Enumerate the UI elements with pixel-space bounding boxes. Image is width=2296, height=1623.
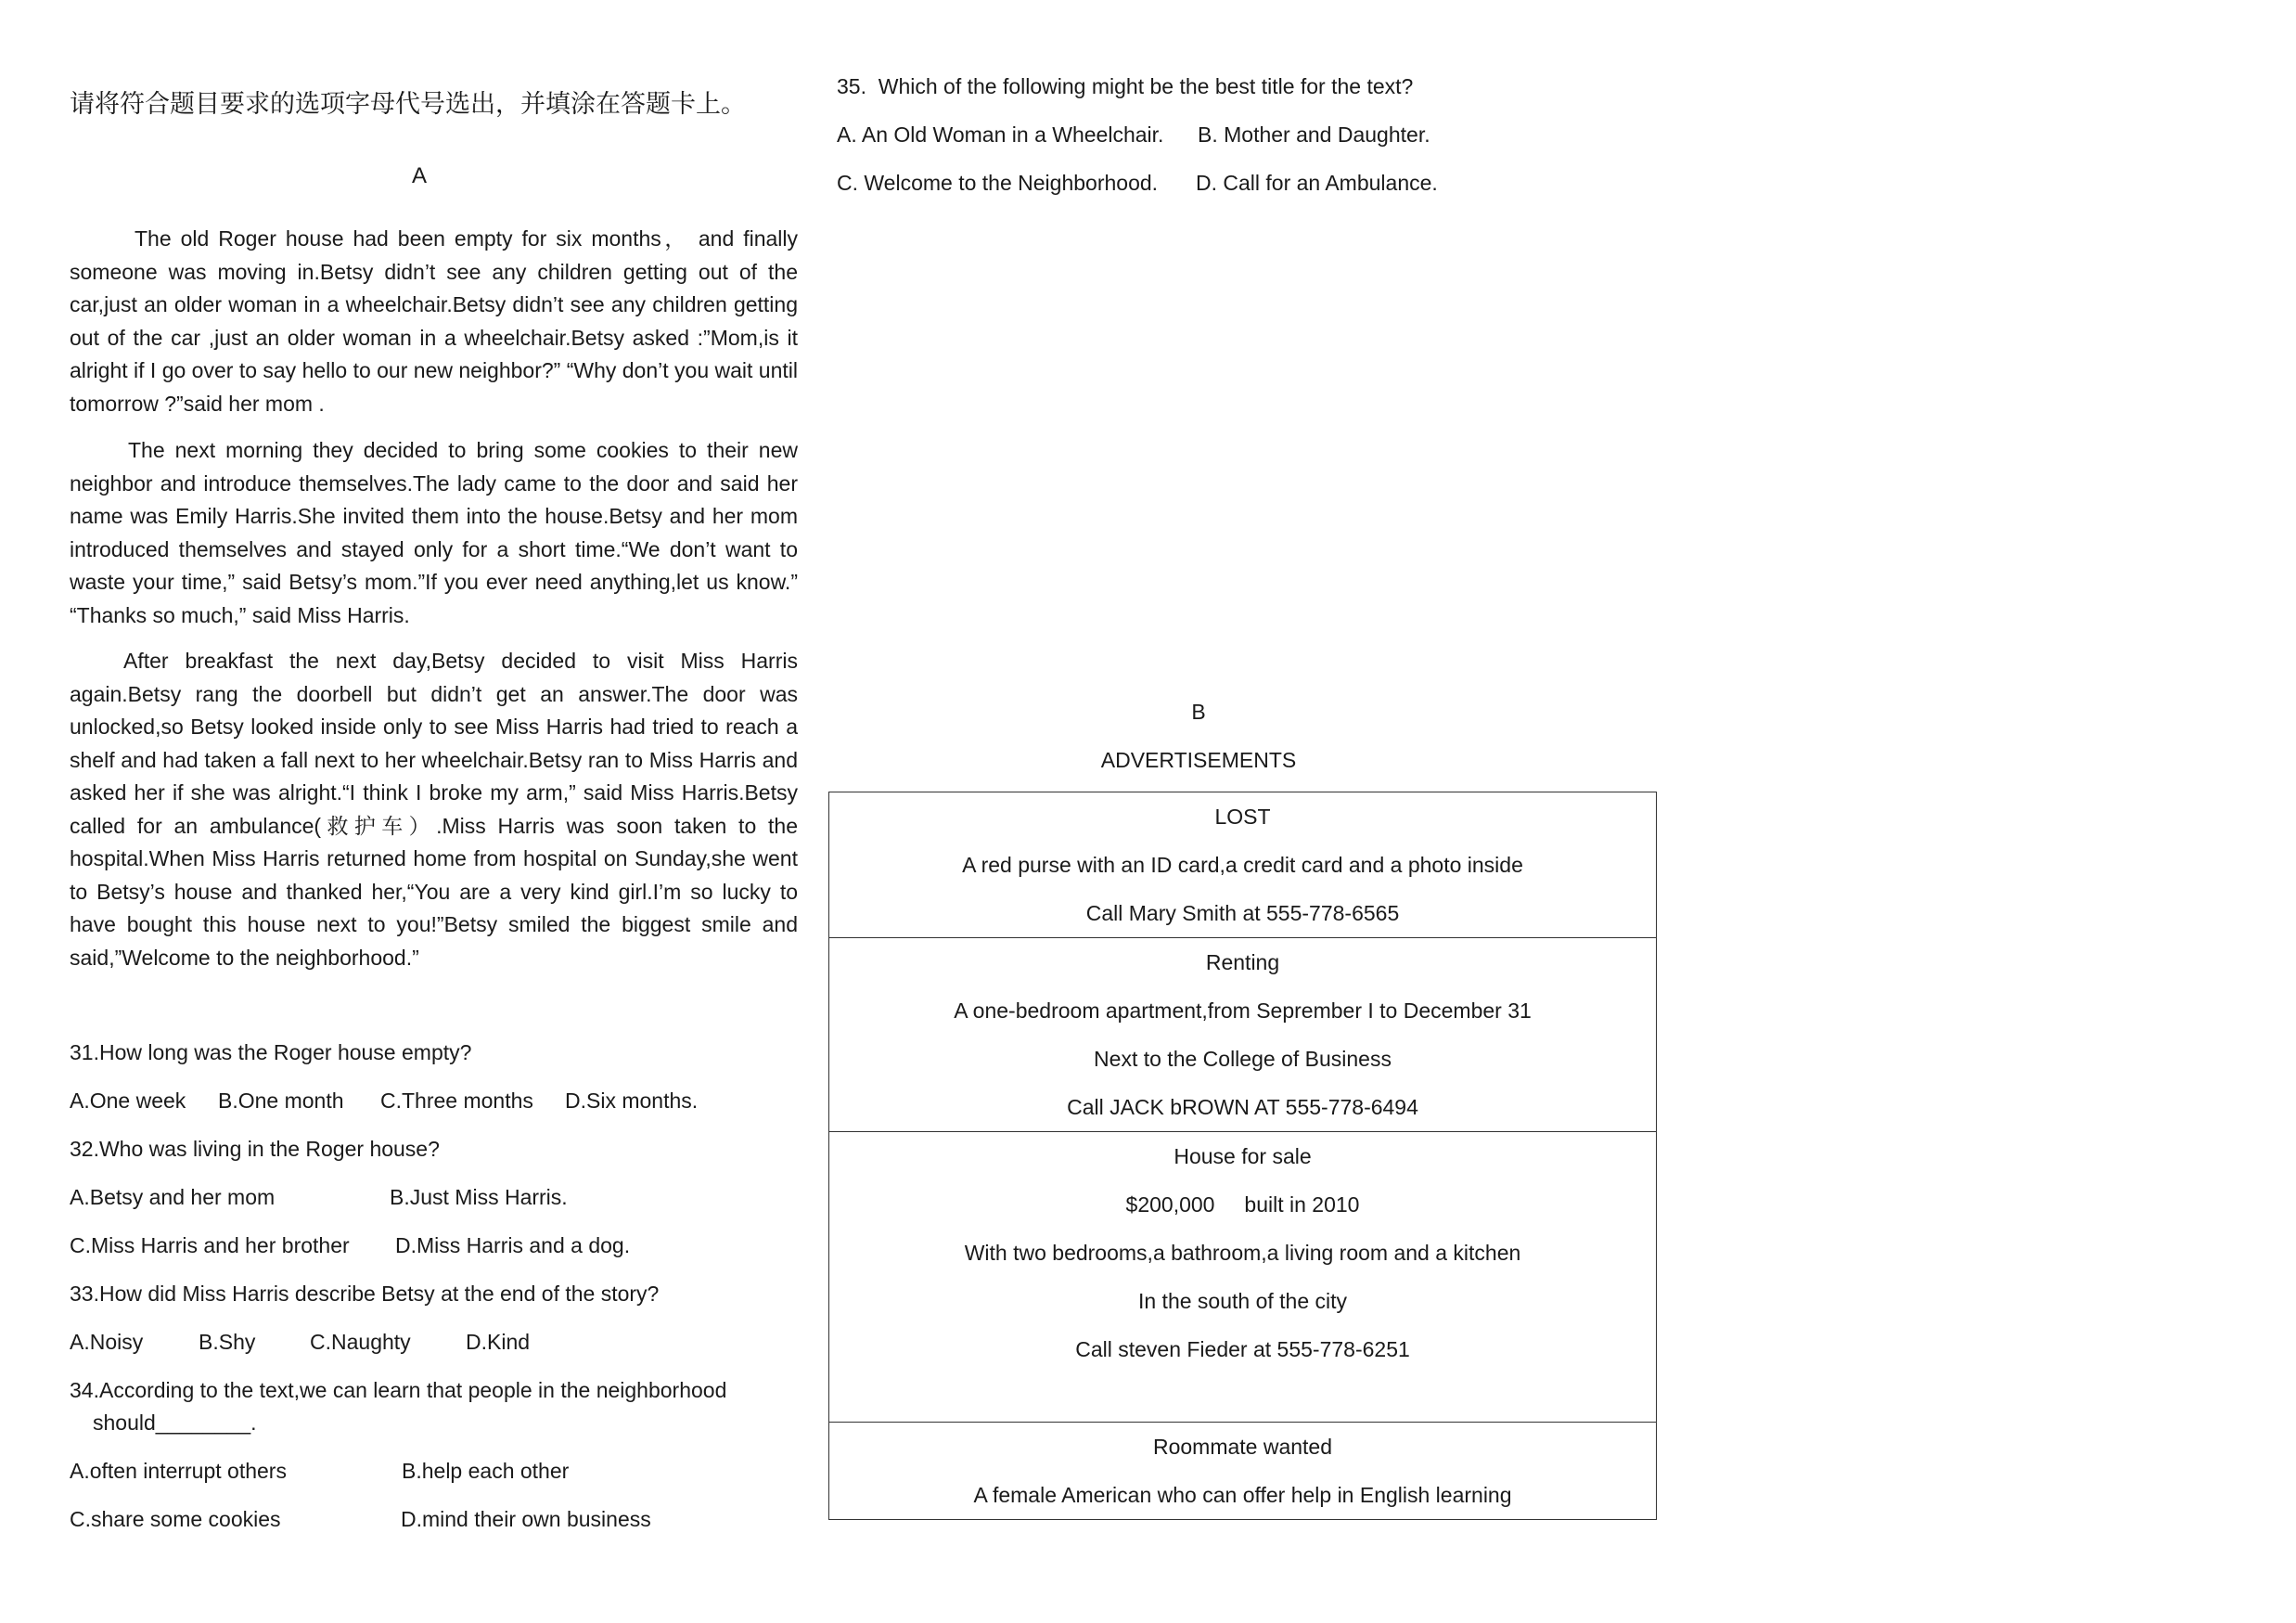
- ad-title: Roommate wanted: [1152, 1435, 1333, 1459]
- question-35: 35. Which of the following might be the best title for the text?: [837, 74, 1414, 98]
- question-32: 32.Who was living in the Roger house?: [70, 1137, 440, 1161]
- ad-line: $200,000 built in 2010: [1125, 1192, 1360, 1217]
- option-33-a: A.Noisy: [70, 1330, 144, 1354]
- option-34-a: A.often interrupt others: [70, 1459, 287, 1483]
- passage-paragraph-1: The old Roger house had been empty for six months， and finally someone was moving in.Betsy didn’t see any children getting out of the car,just an older woman in a wheelchair.Betsy didn’t see any children getting out of the car ,just an older woman in a wheelchair.Betsy asked :”Mom,is it alright if I go over to say hello to our new neighbor?” “Why don’t you wait until tomorrow ?”said her mom .: [70, 226, 798, 416]
- section-a-heading: A: [411, 163, 427, 188]
- option-33-d: D.Kind: [466, 1330, 531, 1354]
- option-35-b: B. Mother and Daughter.: [1198, 122, 1430, 147]
- ad-roommate-wanted: [828, 1422, 1657, 1520]
- option-31-d: D.Six months.: [565, 1088, 699, 1113]
- question-33: 33.How did Miss Harris describe Betsy at the end of the story?: [70, 1282, 660, 1306]
- passage-paragraph-2: The next morning they decided to bring some cookies to their new neighbor and introduce themselves.The lady came to the door and said her name was Emily Harris.She invited them into the house.Betsy and her mom introduced themselves and stayed only for a short time.“We don’t want to waste your time,” said Betsy’s mom.”If you ever need anything,let us know.” “Thanks so much,” said Miss Harris.: [70, 438, 798, 627]
- option-35-d: D. Call for an Ambulance.: [1196, 171, 1438, 195]
- ad-line: Call JACK bROWN AT 555-778-6494: [1067, 1095, 1418, 1119]
- option-34-b: B.help each other: [402, 1459, 570, 1483]
- ad-house-for-sale: [828, 1131, 1657, 1423]
- ad-line: With two bedrooms,a bathroom,a living room and a kitchen: [964, 1241, 1521, 1265]
- ad-lost: [828, 792, 1657, 938]
- option-34-d: D.mind their own business: [401, 1507, 651, 1531]
- ad-line: Next to the College of Business: [1094, 1047, 1392, 1071]
- option-31-c: C.Three months: [380, 1088, 533, 1113]
- ad-title: Renting: [1205, 950, 1280, 974]
- section-b-heading: B: [1191, 700, 1206, 724]
- ad-title: House for sale: [1174, 1144, 1312, 1168]
- instruction-text: 请将符合题目要求的选项字母代号选出，并填涂在答题卡上。: [70, 90, 746, 119]
- option-32-d: D.Miss Harris and a dog.: [395, 1233, 631, 1257]
- ad-renting: [828, 937, 1657, 1132]
- ad-line: A one-bedroom apartment,from Seprember I to December 31: [954, 998, 1532, 1023]
- question-31: 31.How long was the Roger house empty?: [70, 1040, 472, 1064]
- question-34-line-2: should________.: [93, 1410, 257, 1435]
- option-33-b: B.Shy: [199, 1330, 256, 1354]
- ad-line: Call steven Fieder at 555-778-6251: [1075, 1337, 1410, 1361]
- option-32-c: C.Miss Harris and her brother: [70, 1233, 350, 1257]
- option-32-a: A.Betsy and her mom: [70, 1185, 276, 1209]
- ad-title: LOST: [1214, 805, 1271, 829]
- ad-line: In the south of the city: [1137, 1289, 1348, 1313]
- option-35-c: C. Welcome to the Neighborhood.: [837, 171, 1159, 195]
- ad-line: Call Mary Smith at 555-778-6565: [1085, 901, 1400, 925]
- ad-line: A red purse with an ID card,a credit card and a photo inside: [962, 853, 1523, 877]
- option-33-c: C.Naughty: [310, 1330, 411, 1354]
- option-35-a: A. An Old Woman in a Wheelchair.: [837, 122, 1164, 147]
- question-34-line-1: 34.According to the text,we can learn that people in the neighborhood: [70, 1378, 727, 1402]
- option-32-b: B.Just Miss Harris.: [390, 1185, 568, 1209]
- option-31-a: A.One week: [70, 1088, 186, 1113]
- advertisements-heading: ADVERTISEMENTS: [1100, 748, 1297, 772]
- option-31-b: B.One month: [218, 1088, 344, 1113]
- option-34-c: C.share some cookies: [70, 1507, 281, 1531]
- passage-paragraph-3: After breakfast the next day,Betsy decided to visit Miss Harris again.Betsy rang the doorbell but didn’t get an answer.The door was unlocked,so Betsy looked inside only to see Miss Harris had tried to reach a shelf and had taken a fall next to her wheelchair.Betsy ran to Miss Harris and asked her if she was alright.“I think I broke my arm,” said Miss Harris.Betsy called for an ambulance(救护车）.Miss Harris was soon taken to the hospital.When Miss Harris returned home from hospital on Sunday,she went to Betsy’s house and thanked her,“You are a very kind girl.I’m so lucky to have bought this house next to you!”Betsy smiled the biggest smile and said,”Welcome to the neighborhood.”: [70, 649, 798, 970]
- ad-line: A female American who can offer help in English learning: [973, 1483, 1512, 1507]
